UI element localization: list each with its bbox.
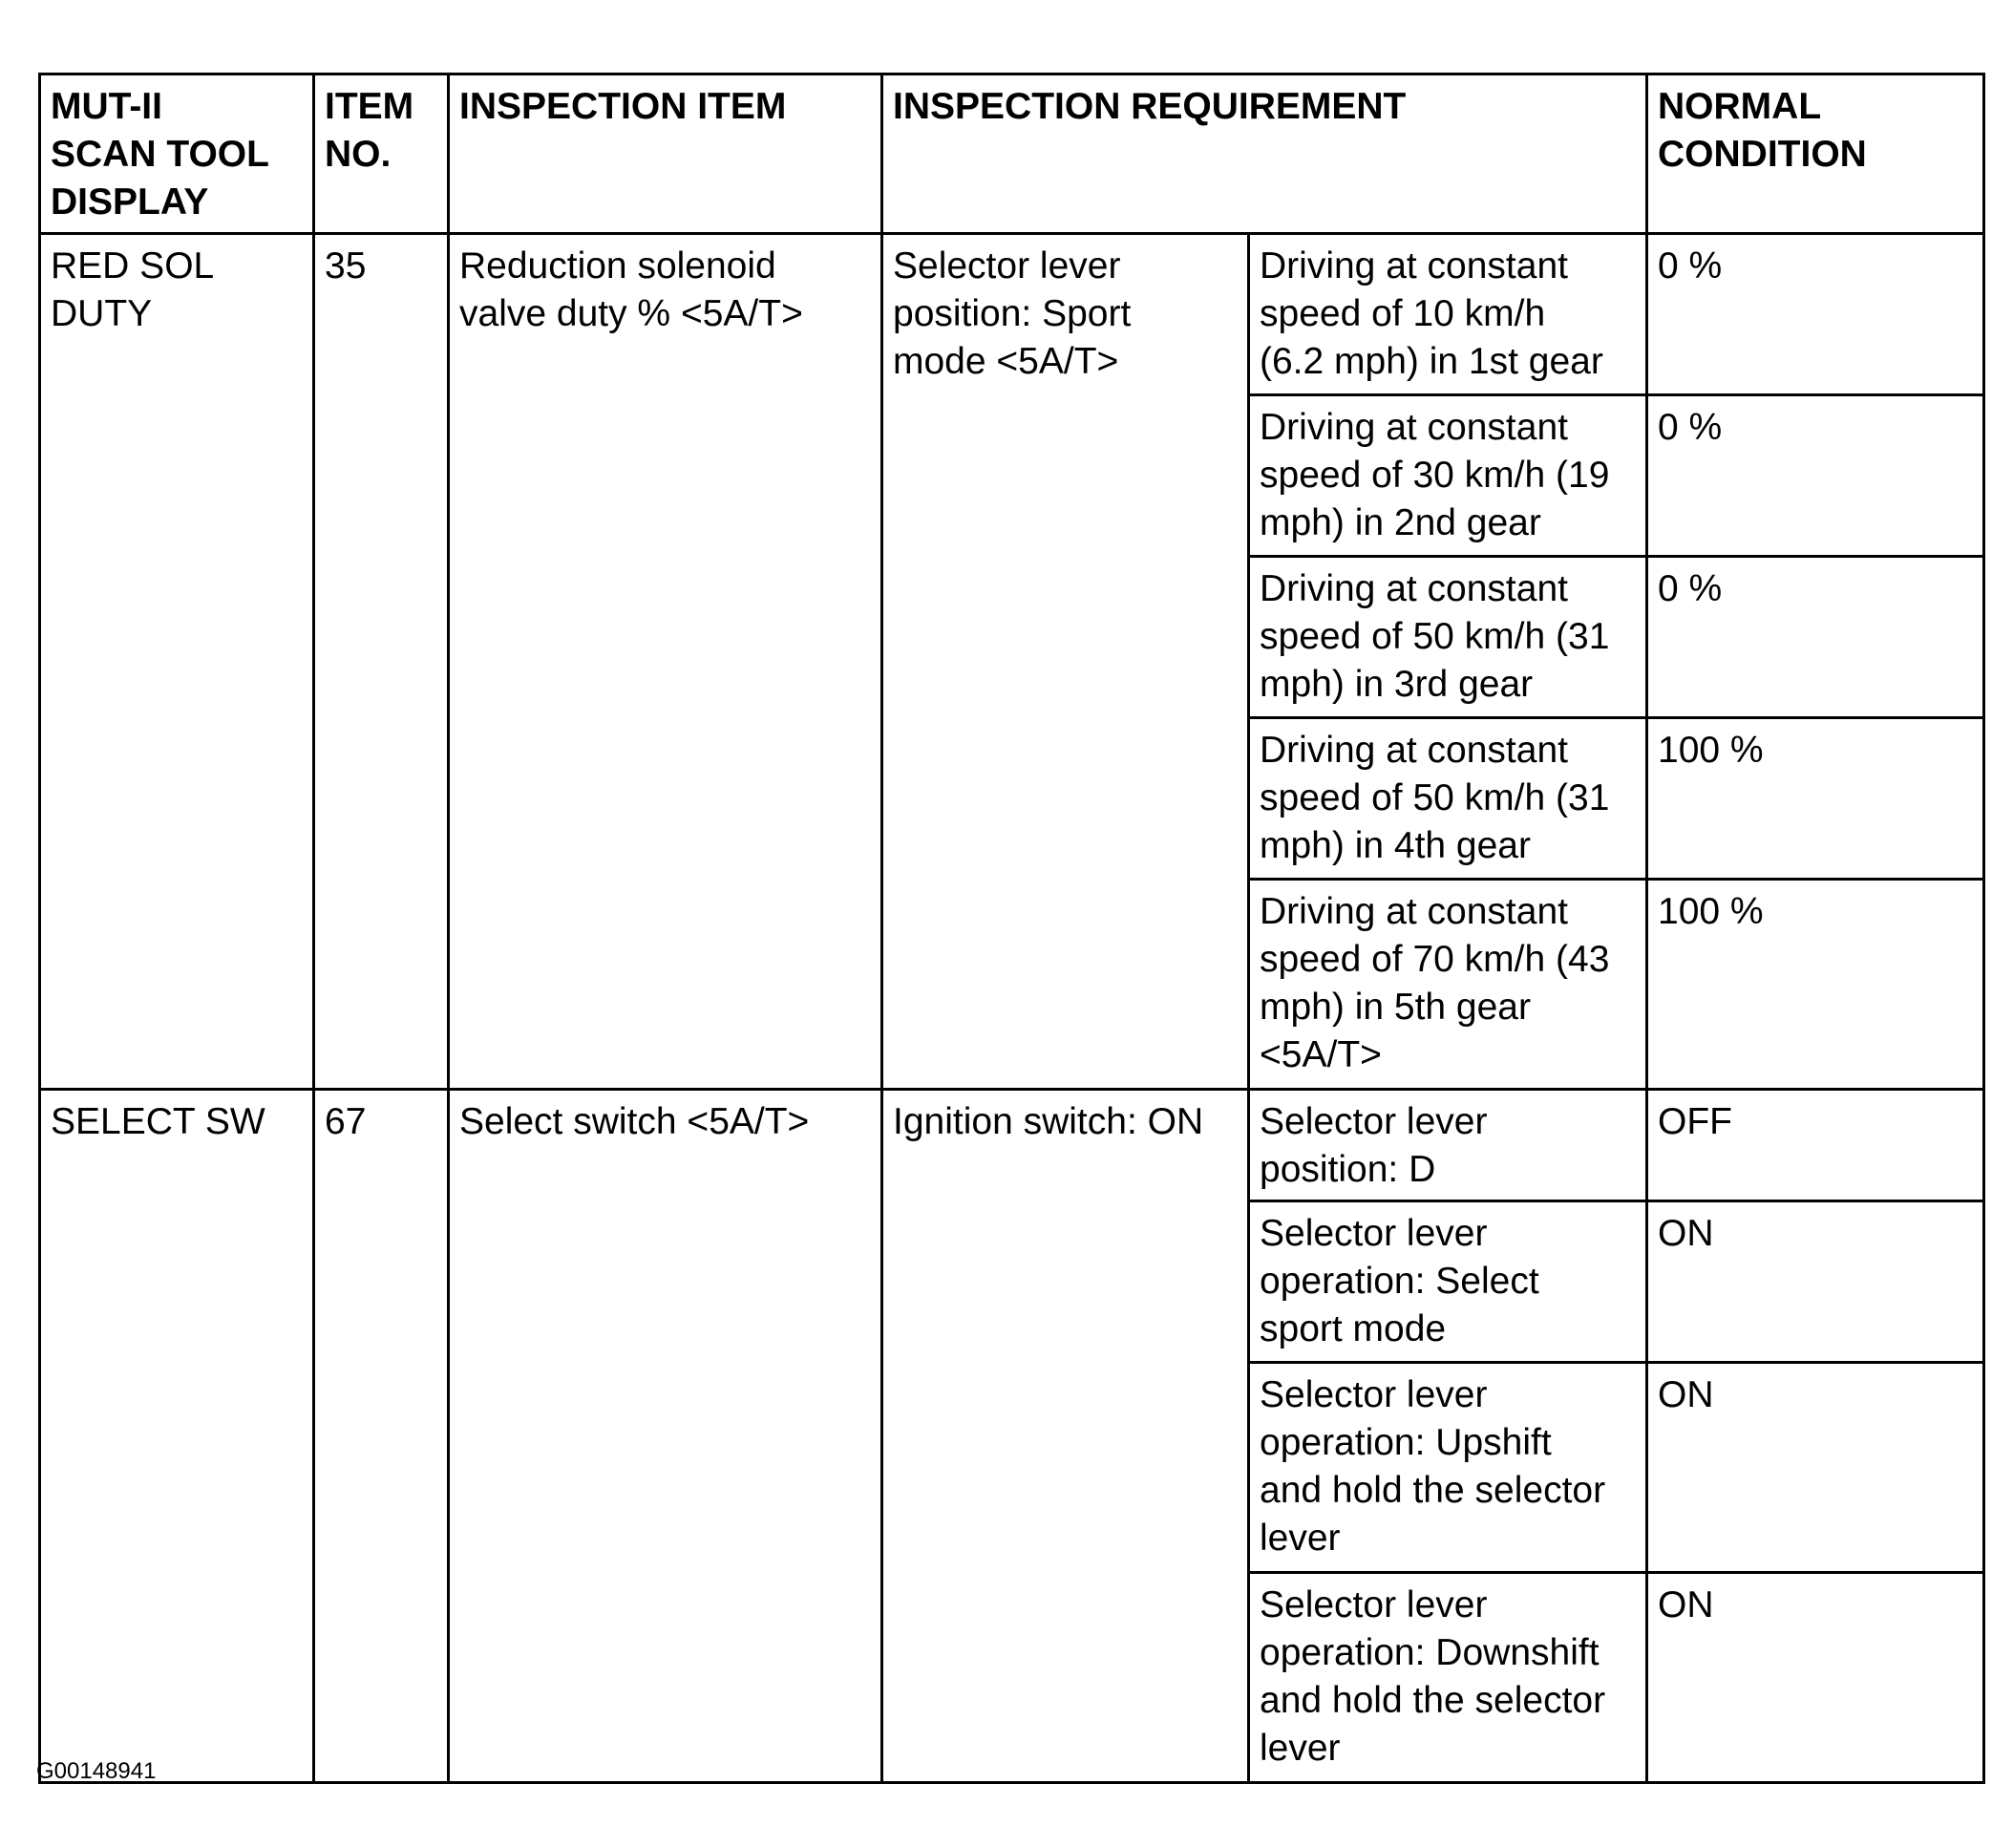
display-cell: RED SOL DUTY [40, 234, 314, 1090]
figure-code: G00148941 [36, 1758, 157, 1784]
normal-condition-cell: 0 % [1647, 557, 1984, 718]
table-row [40, 1090, 1984, 1201]
normal-condition-cell: ON [1647, 1363, 1984, 1573]
condition-cell: Driving at constant speed of 10 km/h (6.2 mph) in 1st gear [1249, 234, 1647, 395]
scan-tool-inspection-table [38, 73, 1985, 1784]
header-display: MUT-II SCAN TOOL DISPLAY [40, 74, 314, 234]
condition-cell: Selector lever operation: Select sport mode [1249, 1201, 1647, 1363]
normal-condition-cell: ON [1647, 1573, 1984, 1783]
normal-condition-cell: 0 % [1647, 395, 1984, 557]
requirement-cell: Ignition switch: ON [882, 1090, 1249, 1783]
header-normal-condition: NORMAL CONDITION [1647, 74, 1984, 234]
normal-condition-cell: 100 % [1647, 718, 1984, 880]
normal-condition-cell: ON [1647, 1201, 1984, 1363]
inspection-item-cell: Select switch <5A/T> [449, 1090, 882, 1783]
normal-condition-cell: 0 % [1647, 234, 1984, 395]
header-item-no: ITEM NO. [314, 74, 449, 234]
condition-cell: Driving at constant speed of 50 km/h (31 mph) in 4th gear [1249, 718, 1647, 880]
table-row [40, 234, 1984, 395]
condition-cell: Driving at constant speed of 50 km/h (31 mph) in 3rd gear [1249, 557, 1647, 718]
condition-cell: Selector lever position: D [1249, 1090, 1647, 1201]
requirement-cell: Selector lever position: Sport mode <5A/T> [882, 234, 1249, 1090]
normal-condition-cell: 100 % [1647, 880, 1984, 1090]
display-cell: SELECT SW [40, 1090, 314, 1783]
header-row [40, 74, 1984, 234]
condition-cell: Selector lever operation: Downshift and hold the selector lever [1249, 1573, 1647, 1783]
header-inspection-item: INSPECTION ITEM [449, 74, 882, 234]
header-inspection-requirement: INSPECTION REQUIREMENT [882, 74, 1647, 234]
condition-cell: Driving at constant speed of 30 km/h (19 mph) in 2nd gear [1249, 395, 1647, 557]
inspection-item-cell: Reduction solenoid valve duty % <5A/T> [449, 234, 882, 1090]
condition-cell: Driving at constant speed of 70 km/h (43 mph) in 5th gear <5A/T> [1249, 880, 1647, 1090]
normal-condition-cell: OFF [1647, 1090, 1984, 1201]
inspection-table-sheet [38, 73, 1982, 1784]
condition-cell: Selector lever operation: Upshift and hold the selector lever [1249, 1363, 1647, 1573]
item-no-cell: 67 [314, 1090, 449, 1783]
item-no-cell: 35 [314, 234, 449, 1090]
